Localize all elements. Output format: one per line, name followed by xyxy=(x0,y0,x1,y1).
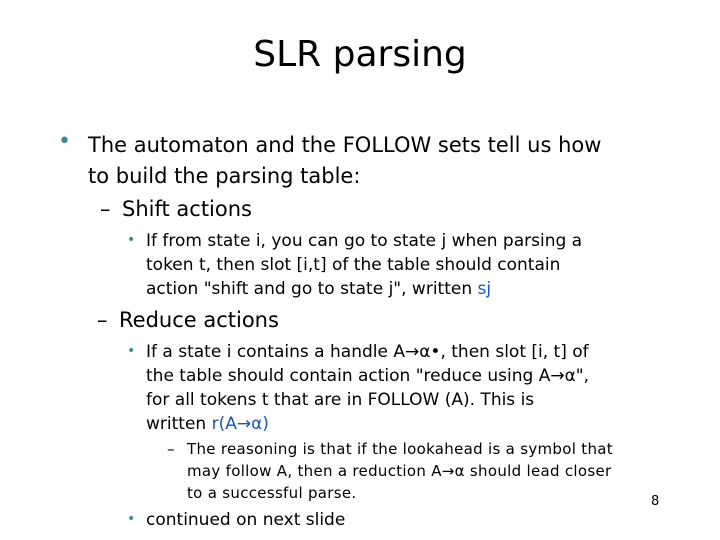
continued-note: • continued on next slide xyxy=(146,508,656,532)
dash-icon: – xyxy=(97,308,108,332)
slide-title: SLR parsing xyxy=(253,34,467,75)
reduce-actions-heading: – Reduce actions xyxy=(119,305,679,335)
reasoning-line: may follow A, then a reduction A→α should lead closer xyxy=(187,462,612,480)
bullet-dot-icon: • xyxy=(127,232,136,248)
dash-icon: – xyxy=(167,440,175,458)
reduce-detail xyxy=(127,340,656,436)
reduce-detail-line: for all tokens t that are in FOLLOW (A). This is xyxy=(146,390,535,410)
reduce-notation: r(A→α) xyxy=(211,414,269,434)
shift-detail-line: action "shift and go to state j", written sj xyxy=(146,279,492,299)
bullet-dot-icon: • xyxy=(127,343,136,359)
reduce-detail-line: the table should contain action "reduce using A→α", xyxy=(146,366,590,386)
shift-actions-heading: – Shift actions xyxy=(122,194,682,224)
bullet-dot-icon: • xyxy=(127,511,136,527)
shift-detail-line: token t, then slot [i,t] of the table should contain xyxy=(146,255,561,275)
main-bullet-line: to build the parsing table: xyxy=(88,164,361,188)
main-bullet-line: The automaton and the FOLLOW sets tell us how xyxy=(88,133,602,157)
reasoning-line: to a successful parse. xyxy=(187,484,357,502)
shift-notation: sj xyxy=(477,279,492,299)
reasoning-line: The reasoning is that if the lookahead is a symbol that xyxy=(187,440,613,458)
main-bullet xyxy=(58,129,688,192)
reduce-detail-line: If a state i contains a handle A→α•, then slot [i, t] of xyxy=(146,342,589,362)
shift-detail xyxy=(127,229,656,301)
dash-icon: – xyxy=(100,197,111,221)
reduce-detail-line: written r(A→α) xyxy=(146,414,269,434)
shift-detail-line: If from state i, you can go to state j when parsing a xyxy=(146,231,583,251)
page-number: 8 xyxy=(651,494,660,509)
reasoning-note xyxy=(167,438,657,504)
bullet-dot-icon: • xyxy=(58,129,71,154)
